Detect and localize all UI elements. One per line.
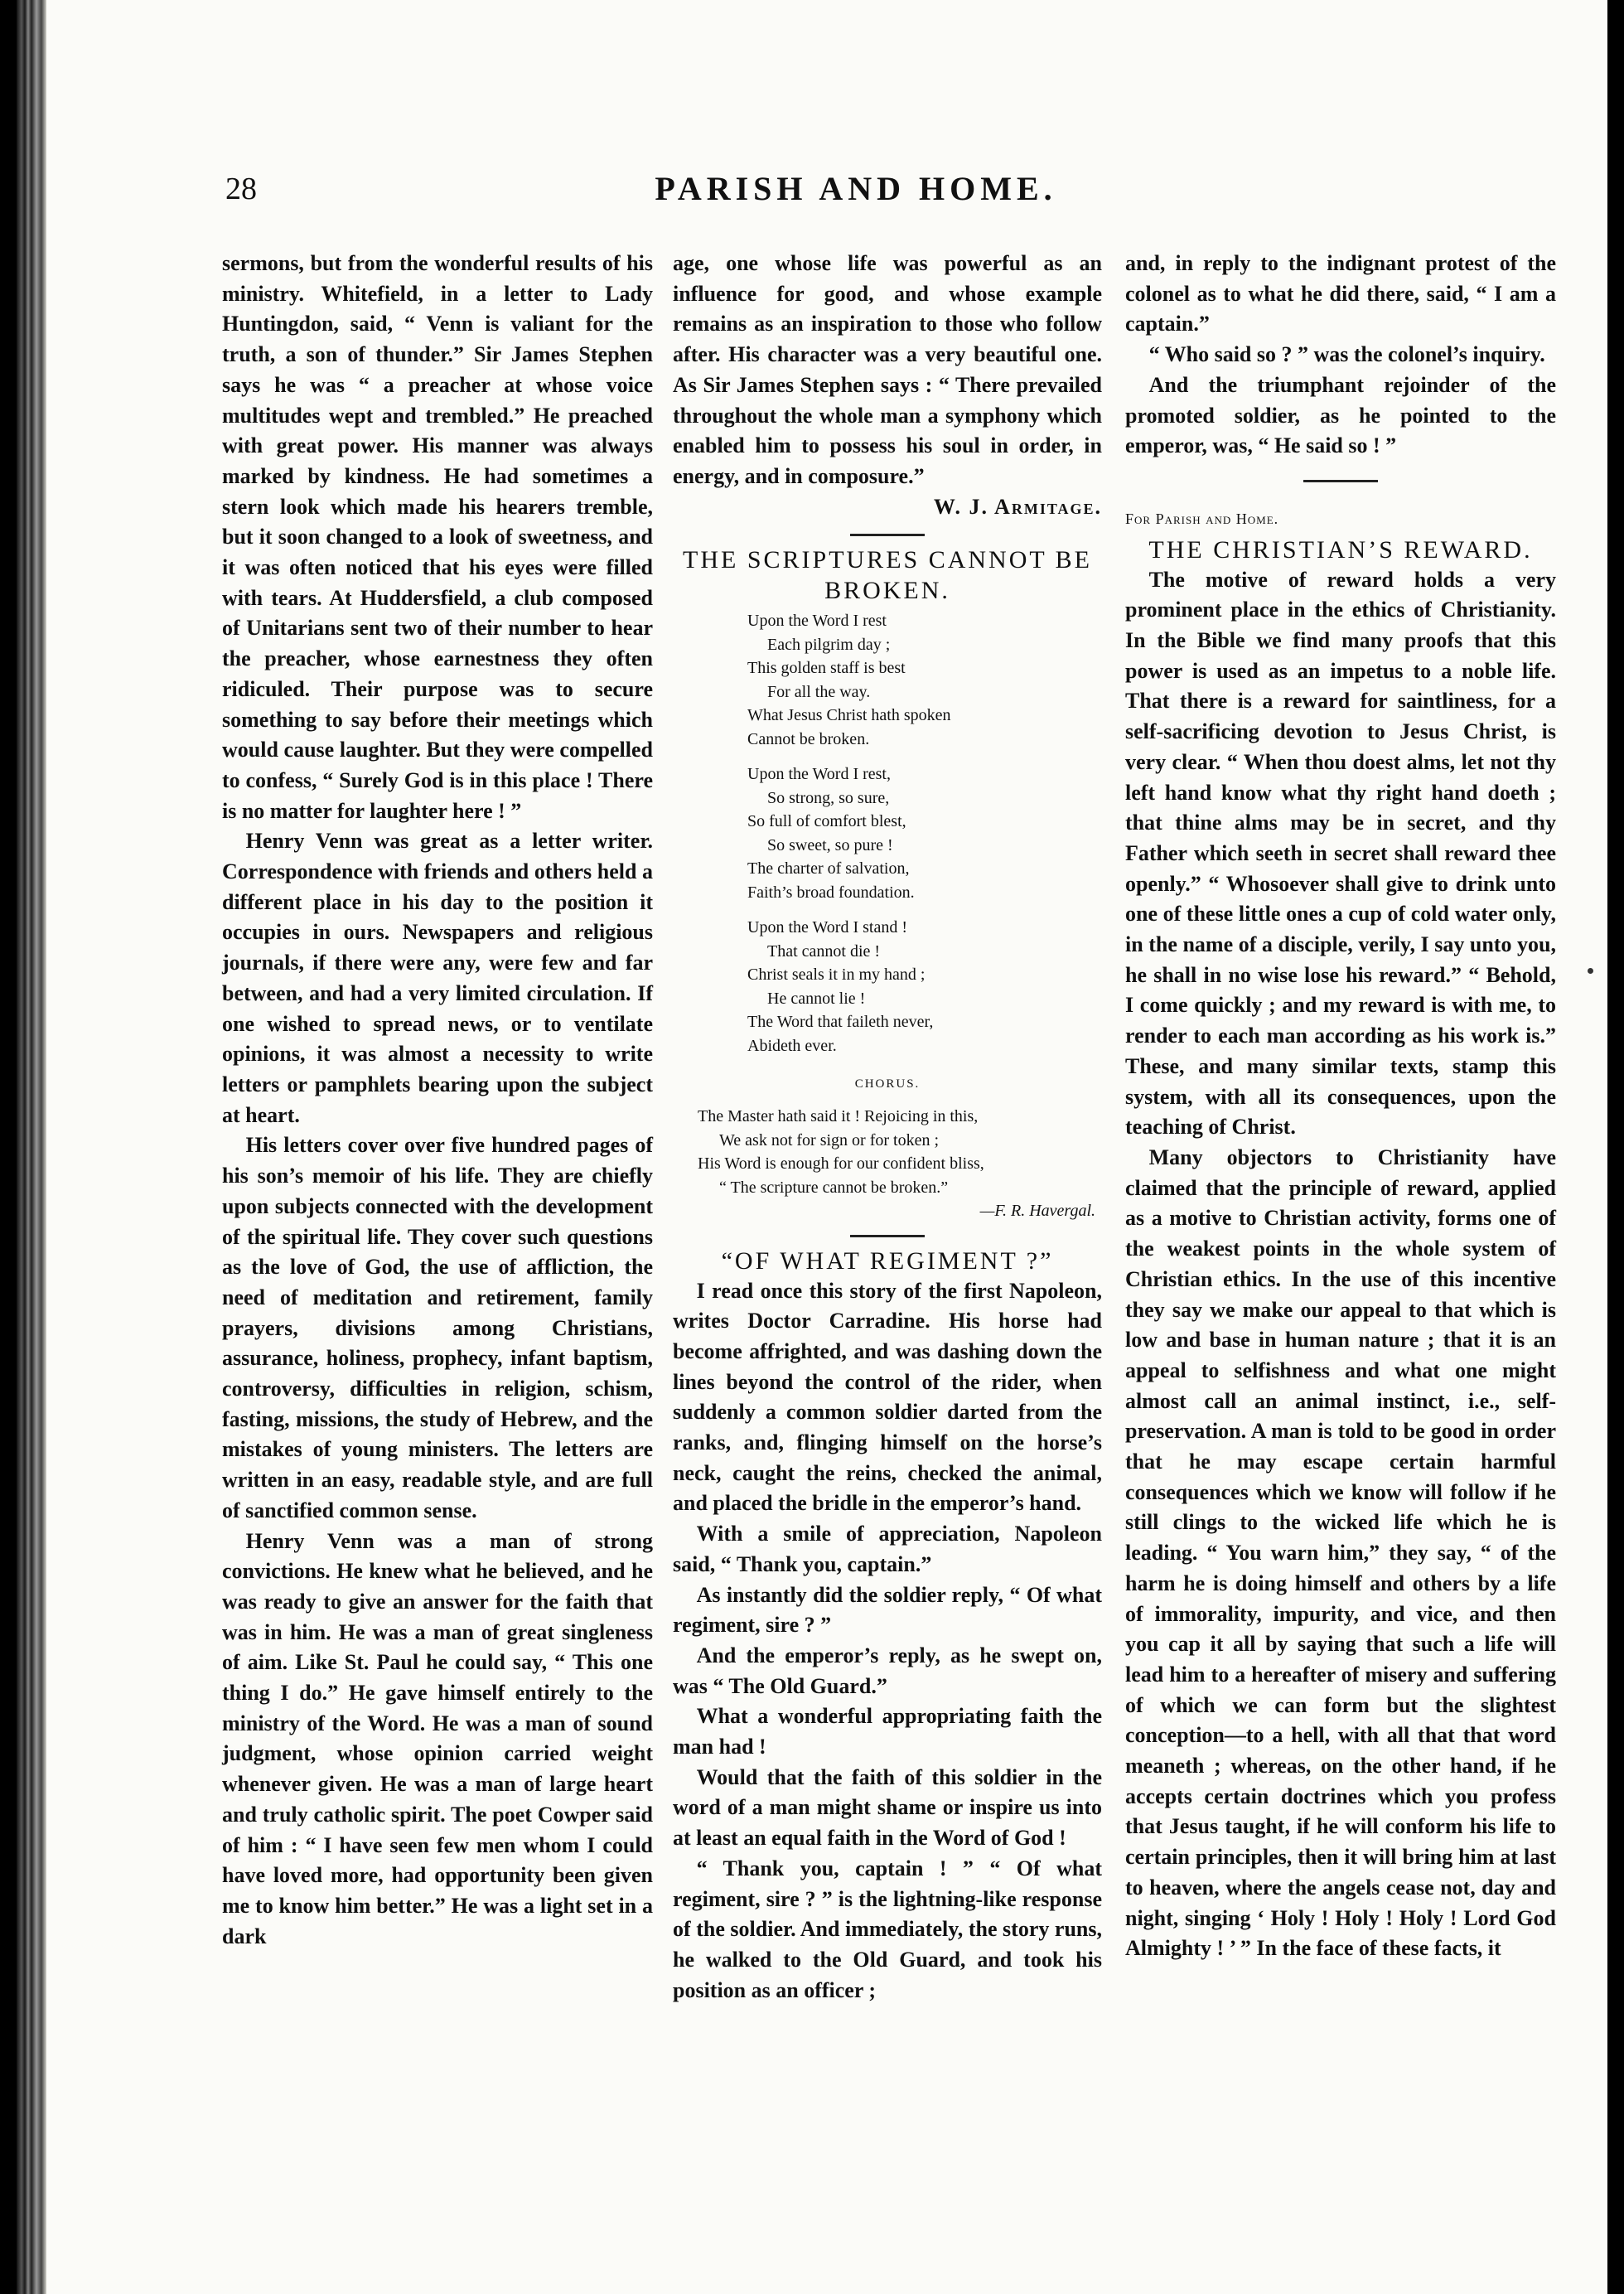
poem-line: He cannot lie ! (767, 989, 866, 1008)
paragraph: With a smile of appreciation, Napoleon said, “ Thank you, captain.” (673, 1522, 1102, 1576)
poem-line: The Master hath said it ! Rejoicing in this, (698, 1107, 979, 1126)
poem-line: The charter of salvation, (747, 859, 910, 878)
poem-author: —F. R. Havergal. (979, 1202, 1095, 1221)
section-divider (850, 1235, 925, 1237)
story-title: “OF WHAT REGIMENT ?” (721, 1246, 1054, 1275)
article-source: For Parish and Home. (1125, 510, 1279, 527)
section-divider (1303, 480, 1378, 482)
poem-stanza (747, 609, 1102, 751)
poem-stanza (747, 916, 1102, 1057)
page-header (205, 166, 1506, 215)
poem-line: Cannot be broken. (747, 729, 870, 748)
poem-line: So strong, so sure, (767, 788, 890, 807)
paragraph: Henry Venn was a man of strong convictions. He knew what he believed, and he was ready to give an answer for the faith that was in him. He was a man of great singleness of aim. Like St. Paul he could say, “ This one thing I do.” He gave himself entirely to the ministry of the Word. He was a man of sound judgment, whose opinion carried weight whenever given. He was a man of large heart and truly catholic spirit. The poet Cowper said of him : “ I have seen few men whom I could have loved more, had opportunity been given me to know him better.” He was a light set in a dark (222, 1528, 653, 1948)
poem-line: The Word that faileth never, (747, 1013, 934, 1032)
poem-title: THE SCRIPTURES CANNOT BE BROKEN. (683, 546, 1092, 605)
column-right (1125, 249, 1556, 1964)
chorus-stanza (698, 1105, 1102, 1223)
paragraph: As instantly did the soldier reply, “ Of what regiment, sire ? ” (673, 1582, 1102, 1638)
ink-speck (1588, 968, 1593, 974)
paragraph: Would that the faith of this soldier in the word of a man might shame or inspire us into at least an equal faith in the Word of God ! (673, 1764, 1102, 1851)
column-middle (673, 249, 1102, 2006)
poem-line: So full of comfort blest, (747, 812, 906, 831)
paragraph: I read once this story of the first Napoleon, writes Doctor Carradine. His horse had become affrighted, and was dashing down the lines beyond the control of the rider, when suddenly a common soldier darted from the ranks, and, flinging himself on the horse’s neck, caught the reins, checked the animal, and placed the bridle in the emperor’s hand. (673, 1278, 1102, 1516)
paragraph: Henry Venn was great as a letter writer. Correspondence with friends and others held a different place in his day to the position it occupies in ours. Newspapers and religious journals, if there were any, were few and far between, and had a very limited circulation. If one wished to spread news, or to ventilate opinions, it was almost a necessity to write letters or pamphlets bearing upon the subject at heart. (222, 829, 653, 1127)
poem-line: So sweet, so pure ! (767, 835, 893, 854)
chorus-label: CHORUS. (854, 1077, 921, 1091)
paragraph: and, in reply to the indignant protest of the colonel as to what he did there, said, “ I am a captain.” (1125, 251, 1556, 336)
book-binding-edge (17, 0, 46, 2294)
page-number: 28 (225, 172, 257, 206)
poem-line: Upon the Word I rest, (747, 765, 891, 784)
paragraph: “ Thank you, captain ! ” “ Of what regiment, sire ? ” is the lightning-like response of the soldier. And immediately, the story runs, he walked to the Old Guard, and took his position as an officer ; (673, 1856, 1102, 2002)
magazine-page (17, 0, 1607, 2294)
article-title: THE CHRISTIAN’S REWARD. (1148, 535, 1533, 564)
author-signature: W. J. Armitage. (933, 494, 1102, 519)
paragraph: What a wonderful appropriating faith the man had ! (673, 1704, 1102, 1759)
running-title: PARISH AND HOME. (655, 170, 1057, 207)
paragraph: And the emperor’s reply, as he swept on, was “ The Old Guard.” (673, 1643, 1102, 1698)
poem-line: Faith’s broad foundation. (747, 883, 915, 902)
poem-line: Abideth ever. (747, 1036, 837, 1055)
poem-line: What Jesus Christ hath spoken (747, 706, 951, 725)
column-left (222, 249, 653, 1952)
paragraph: The motive of reward holds a very prominent place in the ethics of Christianity. In the Bible we find many proofs that this power is used as an impetus to a noble life. That there is a reward for saintliness, for a self-sacrificing devotion to Jesus Christ, is very clear. “ When thou doest alms, let not thy left hand know what thy right hand doeth ; that thine alms may be in secret, and thy Father which seeth in secret shall reward thee openly.” “ Whosoever shall give to drink unto one of these little ones a cup of cold water only, in the name of a disciple, verily, I say unto you, he shall in no wise lose his reward.” “ Behold, I come quickly ; and my reward is with me, to render to each man according as his work is.” These, and many similar texts, stamp this system, with all its consequences, upon the teaching of Christ. (1125, 567, 1556, 1140)
poem-line: We ask not for sign or for token ; (719, 1130, 939, 1149)
poem-line: “ The scripture cannot be broken.” (719, 1178, 949, 1197)
poem-stanza (747, 762, 1102, 904)
paragraph: sermons, but from the wonderful results of his ministry. Whitefield, in a letter to Lady Huntingdon, said, “ Venn is valiant for the truth, a son of thunder.” Sir James Stephen says he was “ a preacher at whose voice multitudes wept and trembled.” He preached with great power. His manner was always marked by kindness. He had sometimes a stern look which made his hearers tremble, but it soon changed to a look of sweetness, and it was often noticed that his eyes were filled with tears. At Huddersfield, a club composed of Unitarians sent two of their number to hear the preacher, whose earnestness they often ridiculed. Their purpose was to secure something to say before their meetings which would cause laughter. But they were compelled to confess, “ Surely God is in this place ! There is no matter for laughter here ! ” (222, 251, 653, 823)
section-divider (850, 534, 925, 536)
poem-line: Upon the Word I rest (747, 612, 887, 631)
poem-line: Christ seals it in my hand ; (747, 966, 926, 985)
paragraph: age, one whose life was powerful as an influence for good, and whose example remains as an inspiration to those who follow after. His character was a very beautiful one. As Sir James Stephen says : “ There prevailed throughout the whole man a symphony which enabled him to possess his soul in order, in energy, and in composure.” (673, 251, 1102, 488)
paragraph: His letters cover over five hundred pages of his son’s memoir of his life. They are chiefly upon subjects connected with the development of the spiritual life. They cover such questions as the love of God, the use of affliction, the need of meditation and retirement, family prayers, divisions among Christians, assurance, holiness, prophecy, infant baptism, controversy, difficulties in religion, schism, fasting, missions, the study of Hebrew, and the mistakes of young ministers. The letters are written in an easy, readable style, and are full of sanctified common sense. (222, 1133, 653, 1522)
paragraph: Many objectors to Christianity have claimed that the principle of reward, applied as a motive to Christian activity, forms one of the weakest points in the whole system of Christian ethics. In the use of this incentive they say we make our appeal to that which is low and base in human nature ; that it is an appeal to selfishness and what one might almost call an animal instinct, i.e., self-preservation. A man is told to be good in order that he may escape certain harmful consequences which we know will follow if he still clings to the wicked life which he is leading. “ You warn him,” they say, “ of the harm he is doing himself and others by a life of immorality, impurity, and vice, and then you cap it all by saying that such a life will lead him to a hereafter of misery and suffering of which we can form but the slightest conception—to a hell, with all that that word meaneth ; whereas, on the other hand, if he accepts certain doctrines which you profess that Jesus taught, if he will conform his life to certain principles, then it will bring him at last to heaven, where the angels cease not, day and night, singing ‘ Holy ! Holy ! Holy ! Lord God Almighty ! ’ ” In the face of these facts, it (1125, 1145, 1556, 1961)
poem-line: This golden staff is best (747, 659, 906, 678)
paragraph: “ Who said so ? ” was the colonel’s inquiry. (1148, 342, 1545, 367)
poem-line: His Word is enough for our confident bliss, (698, 1154, 984, 1174)
paragraph: And the triumphant rejoinder of the promoted soldier, as he pointed to the emperor, was, “ He said so ! ” (1125, 372, 1556, 458)
poem-line: Each pilgrim day ; (767, 635, 891, 654)
poem-line: That cannot die ! (767, 941, 881, 961)
poem-line: Upon the Word I stand ! (747, 918, 907, 937)
poem-line: For all the way. (767, 682, 871, 701)
